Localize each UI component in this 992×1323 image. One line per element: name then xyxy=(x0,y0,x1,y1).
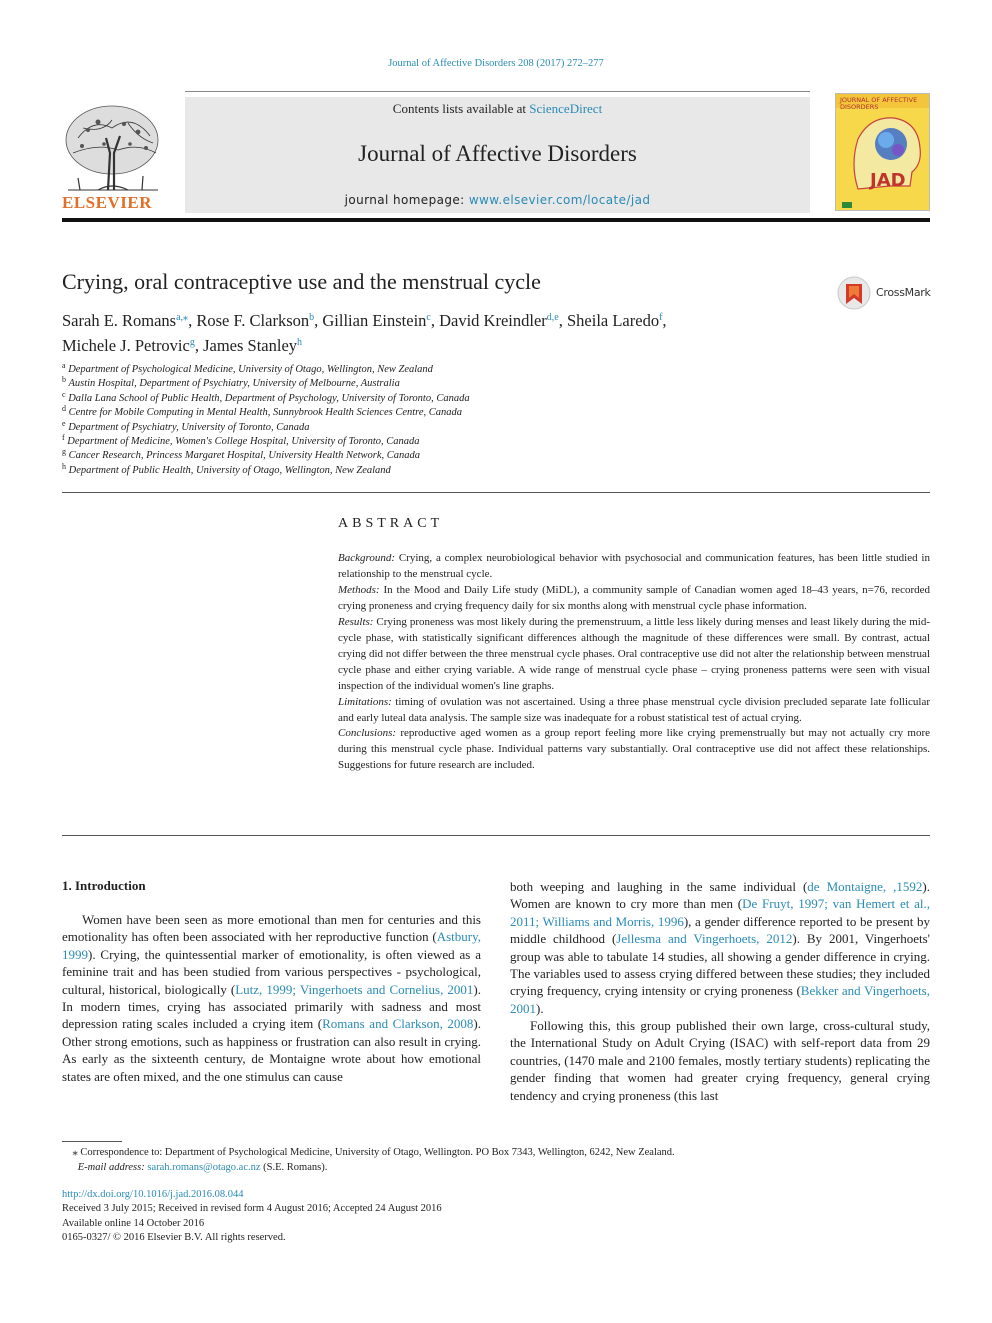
body-text: ). Crying, the quintessential marker of emotionality, is often viewed as a feminine trait and has been studied from various perspectives - psychological, cultural, historical, biologically ( xyxy=(62,946,481,997)
affiliation-item xyxy=(62,435,762,449)
body-text: ). xyxy=(536,1000,544,1016)
affiliation-text: Centre for Mobile Computing in Mental Health, Sunnybrook Health Sciences Centre, Canada xyxy=(68,407,463,419)
author-affiliation-marker[interactable]: c xyxy=(426,312,431,323)
elsevier-wordmark: ELSEVIER xyxy=(62,193,152,212)
contents-line xyxy=(185,101,810,117)
affiliation-item xyxy=(62,418,762,435)
citation-link[interactable]: Lutz, 1999; Vingerhoets and Cornelius, 2001 xyxy=(235,981,474,997)
email-suffix: (S.E. Romans). xyxy=(260,1161,328,1173)
contents-prefix: Contents lists available at xyxy=(392,101,530,116)
affiliation-key: f xyxy=(62,433,65,443)
body-text: ). By 2001, Vingerhoets' group was able to tabulate 14 studies, all showing a gender difference in crying. The variables used to assess crying differed between these studies; they included crying frequency, crying intensity or crying proneness ( xyxy=(510,931,930,999)
article-footer xyxy=(62,1188,930,1246)
affiliation-key: d xyxy=(62,404,66,414)
abstract-section-text: Crying proneness was most likely during the premenstruum, a little less likely during menses and least likely during the mid-cycle phase, with statistically significant differences although the magnitude of these differences were small. By contrast, actual crying did not differ between the three menstrual cycle phases. Oral contraceptive use did not alter the relationship between menstrual cycle phase and either crying variable. A wide range of menstrual cycle phase – crying proneness patterns were seen with visual inspection of the individual women's line graphs. xyxy=(338,615,930,692)
footnote-marker: ⁎ xyxy=(72,1147,78,1158)
homepage-link[interactable]: www.elsevier.com/locate/jad xyxy=(468,193,651,207)
abstract-section xyxy=(338,695,930,727)
affiliation-text: Cancer Research, Princess Margaret Hospital, University Health Network, Canada xyxy=(68,450,421,462)
author-list: Sarah E. Romans$^{a,⁎}$, Rose F. Clarkson$^b$, Gillian Einstein$^c$, David Kreindler$^{d,e}$, Sheila Laredo$^f$, Michele J. Petrovic$^g$, James Stanley$^h$ xyxy=(62,311,667,355)
abstract-body xyxy=(338,551,930,774)
body-text: ), a gender difference reported to be present by middle childhood ( xyxy=(510,913,930,947)
abstract-section-text: Crying, a complex neurobiological behavior with psychosocial and communication features, has been little studied in relationship to the menstrual cycle. xyxy=(338,552,930,580)
citation-link[interactable]: Jellesma and Vingerhoets, 2012 xyxy=(616,931,793,947)
author-name[interactable]: Sheila Laredo xyxy=(566,311,660,330)
affiliation-item xyxy=(62,389,762,406)
abstract-heading: ABSTRACT xyxy=(338,516,444,531)
copyright: 0165-0327/ © 2016 Elsevier B.V. All rights reserved. xyxy=(62,1232,286,1244)
abstract-section-label: Background: xyxy=(338,552,396,564)
abstract-section-label: Results: xyxy=(338,615,374,628)
affiliation-item xyxy=(62,406,762,420)
affiliation-list xyxy=(62,363,762,478)
homepage-prefix: journal homepage: xyxy=(344,193,469,207)
affiliation-text: Department of Psychiatry, University of Toronto, Canada xyxy=(68,421,310,433)
author-affiliation-marker[interactable]: a,⁎ xyxy=(176,312,189,323)
journal-cover-image xyxy=(835,93,930,211)
banner-top-rule xyxy=(185,91,810,92)
abstract-section-label: Conclusions: xyxy=(338,727,397,740)
affiliation-item xyxy=(62,377,762,391)
article-title: Crying, oral contraceptive use and the menstrual cycle xyxy=(62,269,541,294)
journal-citation[interactable]: Journal of Affective Disorders 208 (2017) 272–277 xyxy=(388,58,604,69)
affiliation-key: h xyxy=(62,461,66,471)
affiliation-key: b xyxy=(62,375,66,385)
abstract-section-text: In the Mood and Daily Life study (MiDL), a community sample of Canadian women aged 18–43 years, n=76, recorded crying proneness and crying frequency daily for six months along with menstrual cycle phase information. xyxy=(338,583,930,612)
abstract-bottom-rule xyxy=(62,835,930,836)
abstract-section-label: Methods: xyxy=(338,583,380,596)
citation-link[interactable]: De Fruyt, 1997; van Hemert et al., 2011; Williams and Morris, 1996 xyxy=(510,896,930,929)
affiliation-item xyxy=(62,461,762,478)
journal-title: Journal of Affective Disorders xyxy=(358,141,637,166)
body-text: Following this, this group published their own large, cross-cultural study, the International Study on Adult Crying (ISAC) with self-report data from 29 countries, (1470 male and 2100 females, mostly tertiary students) replicating the gender finding that women had greater crying frequency, general crying tendency and crying proneness (this last xyxy=(510,1018,930,1103)
affiliation-key: c xyxy=(62,389,66,399)
author-name[interactable]: Sarah E. Romans xyxy=(62,311,177,330)
author-affiliation-marker[interactable]: h xyxy=(297,337,303,348)
citation-link[interactable]: Astbury, 1999 xyxy=(62,929,481,962)
author-name[interactable]: Gillian Einstein xyxy=(322,311,427,330)
author-name[interactable]: Rose F. Clarkson xyxy=(196,311,310,330)
author-name[interactable]: Michele J. Petrovic xyxy=(62,336,190,355)
correspondence-text: Correspondence to: Department of Psychological Medicine, University of Otago, Wellington. PO Box 7343, Wellington, 6242, New Zealand. xyxy=(77,1147,675,1158)
author-affiliation-marker[interactable]: b xyxy=(309,312,315,323)
section-heading: 1. Introduction xyxy=(62,878,146,893)
received-dates: Received 3 July 2015; Received in revised form 4 August 2016; Accepted 24 August 2016 xyxy=(62,1203,442,1215)
abstract-section xyxy=(338,615,930,695)
cover-journal-title: JOURNAL OF AFFECTIVE DISORDERS xyxy=(840,96,918,112)
author-affiliation-marker[interactable]: f xyxy=(659,312,663,323)
author-affiliation-marker[interactable]: g xyxy=(189,337,195,348)
citation-link[interactable]: Romans and Clarkson, 2008 xyxy=(322,1016,474,1032)
body-text: both weeping and laughing in the same individual ( xyxy=(510,879,808,894)
abstract-section-text: timing of ovulation was not ascertained. Using a three phase menstrual cycle division precluded separate late follicular and early luteal data analysis. The sample size was inadequate for a robust statistical test of actual crying. xyxy=(338,695,930,724)
crossmark-label[interactable]: CrossMark xyxy=(876,286,931,299)
body-text: ). Other strong emotions, such as happiness or frustration can also result in crying. As early as the sixteenth century, de Montaigne wrote about how emotional states are often mixed, and the one stimulus can cause xyxy=(62,1016,481,1084)
affiliation-item xyxy=(62,449,762,463)
author-name[interactable]: David Kreindler xyxy=(439,311,547,330)
footnote-line xyxy=(62,1146,930,1161)
email-link[interactable]: sarah.romans@otago.ac.nz xyxy=(147,1161,261,1173)
citation-link[interactable]: Bekker and Vingerhoets, 2001 xyxy=(510,983,930,1016)
body-text: ). In modern times, crying has associated primarily with sadness and most depression rating scales included a crying item ( xyxy=(62,981,481,1032)
correspondence-footnote xyxy=(62,1146,930,1175)
body-text: Women have been seen as more emotional than men for centuries and this emotionality has often been associated with her reproductive function ( xyxy=(62,912,481,945)
abstract-top-rule xyxy=(62,492,930,493)
email-label: E-mail address: xyxy=(77,1161,145,1173)
online-date: Available online 14 October 2016 xyxy=(62,1217,205,1229)
footnote-rule xyxy=(62,1141,122,1142)
affiliation-text: Department of Psychological Medicine, University of Otago, Wellington, New Zealand xyxy=(68,364,433,375)
header-thick-rule xyxy=(62,218,930,222)
abstract-section xyxy=(338,551,930,583)
body-column-right-paragraph xyxy=(510,878,930,1017)
citation-link[interactable]: de Montaigne, ,1592 xyxy=(807,879,923,894)
author-affiliation-marker[interactable]: d,e xyxy=(546,312,559,323)
body-text: ). Women are known to cry more than men ( xyxy=(510,879,930,912)
homepage-line xyxy=(185,193,810,207)
author-name[interactable]: James Stanley xyxy=(203,336,298,355)
affiliation-text: Dalla Lana School of Public Health, Department of Psychology, University of Toronto, Canada xyxy=(68,392,470,404)
footnote-line xyxy=(62,1161,930,1176)
cover-jad-badge: JAD xyxy=(870,170,906,191)
affiliation-text: Department of Medicine, Women's College Hospital, University of Toronto, Canada xyxy=(67,436,420,448)
sciencedirect-link[interactable]: ScienceDirect xyxy=(529,101,603,116)
affiliation-key: e xyxy=(62,418,66,428)
affiliation-item xyxy=(62,363,762,377)
abstract-section xyxy=(338,726,930,774)
affiliation-key: g xyxy=(62,447,66,457)
abstract-section-label: Limitations: xyxy=(338,695,392,708)
abstract-section xyxy=(338,583,930,615)
affiliation-text: Department of Public Health, University of Otago, Wellington, New Zealand xyxy=(68,464,391,476)
affiliation-key: a xyxy=(62,361,66,370)
body-column-right-paragraph xyxy=(510,1017,930,1104)
abstract-section-text: reproductive aged women as a group report feeling more like crying premenstrually but may not actually cry more during this menstrual cycle phase. Individual patterns vary substantially. Oral contraceptive use did not affect these relationships. Suggestions for future research are included. xyxy=(338,727,930,772)
doi-link[interactable]: http://dx.doi.org/10.1016/j.jad.2016.08.044 xyxy=(62,1189,244,1200)
body-column-left xyxy=(62,911,481,1085)
affiliation-text: Austin Hospital, Department of Psychiatry, University of Melbourne, Australia xyxy=(68,378,400,390)
